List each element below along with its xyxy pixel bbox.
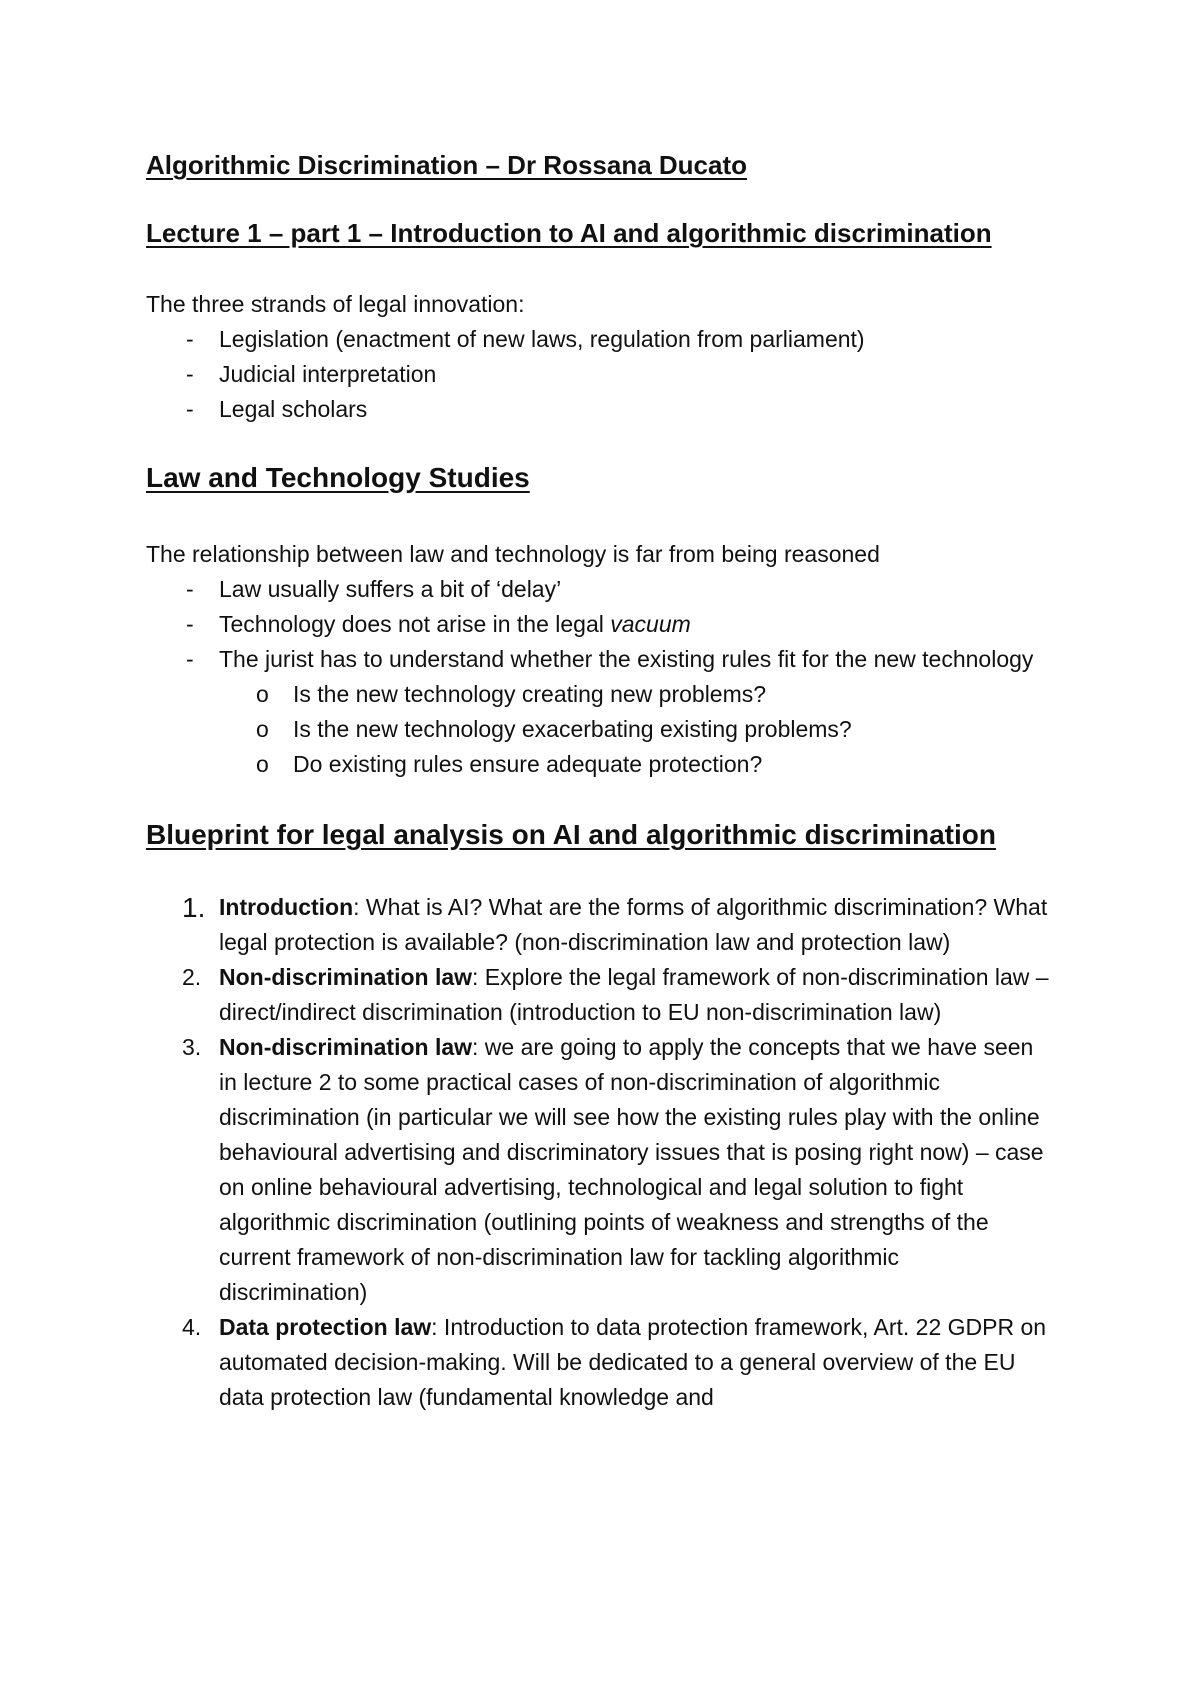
list-item-text: Law usually suffers a bit of ‘delay’ xyxy=(219,576,562,602)
strands-list xyxy=(146,322,1050,427)
list-item-text: Technology does not arise in the legal xyxy=(219,611,611,637)
list-item xyxy=(146,392,1050,427)
item-bold-term: Non-discrimination law xyxy=(219,964,473,990)
law-tech-list xyxy=(146,572,1050,782)
sub-list-item xyxy=(146,677,1050,712)
law-tech-intro: The relationship between law and technology is far from being reasoned xyxy=(146,541,880,567)
sub-list-item xyxy=(146,747,1050,782)
item-bold-term: Data protection law xyxy=(219,1314,432,1340)
blueprint-list xyxy=(146,890,1050,1415)
list-item-text: Legal scholars xyxy=(219,396,368,422)
sub-list-item-text: Is the new technology exacerbating existing problems? xyxy=(293,716,852,742)
numbered-item xyxy=(146,1310,1050,1415)
lecture-title: Lecture 1 – part 1 – Introduction to AI and algorithmic discrimination xyxy=(146,218,992,248)
sub-list-item-text: Is the new technology creating new problems? xyxy=(293,681,767,707)
item-number: 2. xyxy=(182,964,202,990)
item-bold-term: Non-discrimination law xyxy=(219,1034,473,1060)
numbered-item xyxy=(146,960,1050,1030)
numbered-item xyxy=(146,890,1050,960)
item-text: : Explore the legal framework of non-discrimination law – direct/indirect discrimination (introduction to EU non-discrimination law) xyxy=(219,964,1049,1025)
list-item xyxy=(146,322,1050,357)
item-number: 4. xyxy=(182,1314,202,1340)
numbered-item xyxy=(146,1030,1050,1310)
dash-bullet: - xyxy=(186,396,194,422)
strands-intro: The three strands of legal innovation: xyxy=(146,291,525,317)
dash-bullet: - xyxy=(186,326,194,352)
dash-bullet: - xyxy=(186,646,194,672)
item-number: 3. xyxy=(182,1034,202,1060)
sub-list-item xyxy=(146,712,1050,747)
circle-bullet: o xyxy=(256,681,269,707)
dash-bullet: - xyxy=(186,576,194,602)
section-heading-law-tech: Law and Technology Studies xyxy=(146,462,530,493)
emphasis-text: vacuum xyxy=(610,611,691,637)
list-item xyxy=(146,357,1050,392)
list-item xyxy=(146,572,1050,607)
item-bold-term: Introduction xyxy=(219,894,354,920)
item-text: : What is AI? What are the forms of algorithmic discrimination? What legal protection is available? (non-discrimination law and protection law) xyxy=(219,894,1048,955)
list-item-text: Judicial interpretation xyxy=(219,361,437,387)
item-number: 1. xyxy=(182,892,206,923)
list-item-text: Legislation (enactment of new laws, regulation from parliament) xyxy=(219,326,865,352)
section-heading-blueprint: Blueprint for legal analysis on AI and algorithmic discrimination xyxy=(146,819,996,850)
item-text: : Introduction to data protection framework, Art. 22 GDPR on automated decision-making. Will be dedicated to a general overview of the EU data protection law (fundamental knowledge and xyxy=(219,1314,1047,1410)
sub-list xyxy=(219,677,1050,782)
item-text: : we are going to apply the concepts that we have seen in lecture 2 to some practical cases of non-discrimination of algorithmic discrimination (in particular we will see how the existing rules play with the online behavioural advertising and discriminatory issues that is posing right now) – case on online behavioural advertising, technological and legal solution to fight algorithmic discrimination (outlining points of weakness and strengths of the current framework of non-discrimination law for tackling algorithmic discrimination) xyxy=(219,1034,1044,1305)
list-item xyxy=(146,642,1050,782)
circle-bullet: o xyxy=(256,716,269,742)
list-item xyxy=(146,607,1050,642)
document-title: Algorithmic Discrimination – Dr Rossana Ducato xyxy=(146,150,748,180)
dash-bullet: - xyxy=(186,361,194,387)
circle-bullet: o xyxy=(256,751,269,777)
list-item-text: The jurist has to understand whether the existing rules fit for the new technology xyxy=(219,646,1034,672)
dash-bullet: - xyxy=(186,611,194,637)
sub-list-item-text: Do existing rules ensure adequate protection? xyxy=(293,751,763,777)
